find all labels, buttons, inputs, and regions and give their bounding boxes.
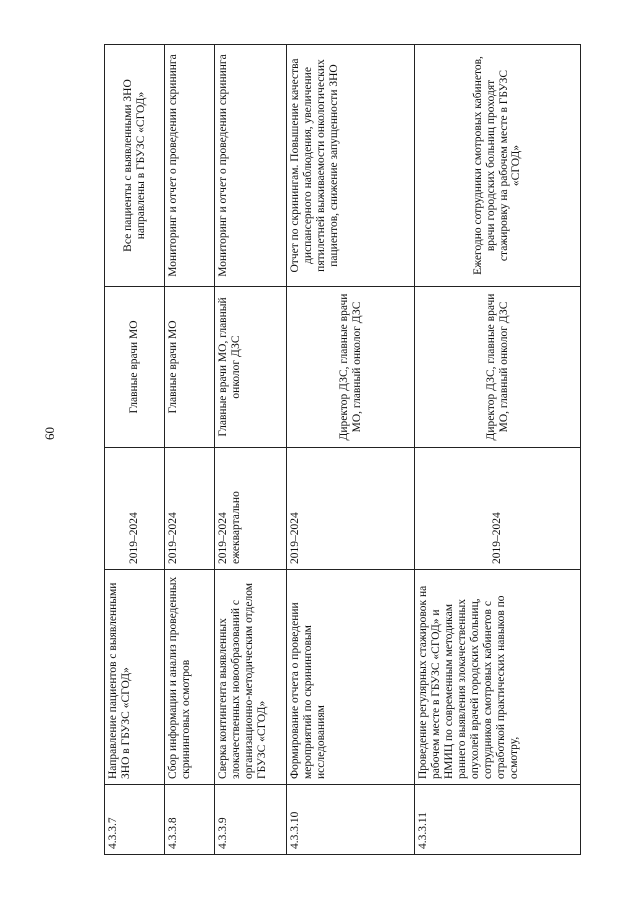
period-cell: 2019–2024 — [165, 448, 215, 570]
row-number: 4.3.3.10 — [287, 785, 415, 855]
table-row — [165, 45, 215, 855]
period-cell: 2019–2024 — [105, 448, 165, 570]
table-row — [215, 45, 287, 855]
responsible-cell: Директор ДЗС, главные врачи МО, главный онколог ДЗС — [415, 287, 581, 448]
page-number: 60 — [42, 427, 57, 440]
result-cell: Мониторинг и отчет о проведении скрининга — [165, 45, 215, 287]
action-cell: Формирование отчета о проведении мероприятий по скрининговым исследованиям — [287, 570, 415, 785]
row-number: 4.3.3.11 — [415, 785, 581, 855]
period-cell: 2019–2024 ежеквартально — [215, 448, 287, 570]
period-cell: 2019–2024 — [415, 448, 581, 570]
result-cell: Все пациенты с выявленными ЗНО направлены в ГБУЗС «СГОД» — [105, 45, 165, 287]
action-cell: Сбор информации и анализ проведенных скрининговых осмотров — [165, 570, 215, 785]
period-cell: 2019–2024 — [287, 448, 415, 570]
responsible-cell: Главные врачи МО, главный онколог ДЗС — [215, 287, 287, 448]
responsible-cell: Главные врачи МО — [165, 287, 215, 448]
responsible-cell: Главные врачи МО — [105, 287, 165, 448]
responsible-cell: Директор ДЗС, главные врачи МО, главный онколог ДЗС — [287, 287, 415, 448]
action-cell: Проведение регулярных стажировок на рабочем месте в ГБУЗС «СГОД» и НМИЦ по современным методикам раннего выявления злокачественных опухолей врачей городских больниц, сотрудников смотровых кабинетов с отработкой практических навыков по осмотру, — [415, 570, 581, 785]
action-plan-table — [104, 44, 581, 855]
result-cell: Мониторинг и отчет о проведении скрининга — [215, 45, 287, 287]
row-number: 4.3.3.7 — [105, 785, 165, 855]
result-cell: Отчет по скринингам. Повышение качества диспансерного наблюдения, увеличение пятилетней выживаемости онкологических пациентов, снижение запущенности ЗНО — [287, 45, 415, 287]
table-row — [287, 45, 415, 855]
row-number: 4.3.3.8 — [165, 785, 215, 855]
action-cell: Сверка контингента выявленных злокачественных новообразований с организационно-методическим отделом ГБУЗС «СГОД» — [215, 570, 287, 785]
table-row — [415, 45, 581, 855]
rotated-table-frame — [104, 45, 580, 855]
table-row — [105, 45, 165, 855]
action-cell: Направление пациентов с выявленными ЗНО в ГБУЗС «СГОД» — [105, 570, 165, 785]
result-cell: Ежегодно сотрудники смотровых кабинетов, врачи городских больниц проходят стажировку на рабочем месте в ГБУЗС «СГОД» — [415, 45, 581, 287]
row-number: 4.3.3.9 — [215, 785, 287, 855]
